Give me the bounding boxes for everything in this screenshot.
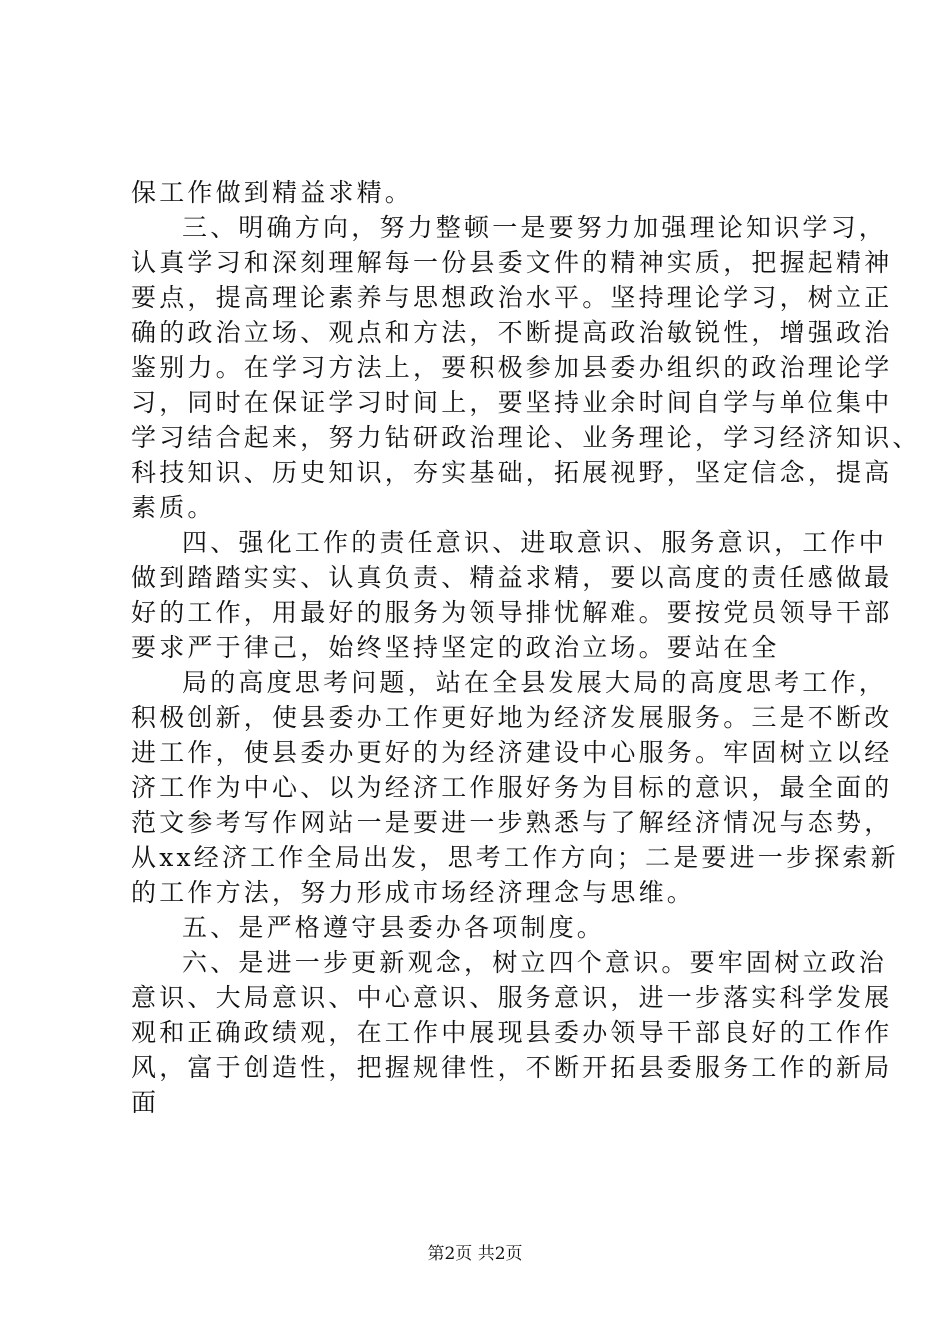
text-line: 要求严于律己，始终坚持坚定的政治立场。要站在全 — [131, 633, 780, 662]
text-line: 做到踏踏实实、认真负责、精益求精，要以高度的责任感做最 — [131, 563, 893, 592]
text-line: 三、明确方向，努力整顿一是要努力加强理论知识学习， — [182, 213, 888, 242]
text-line: 素质。 — [131, 493, 216, 522]
text-line: 确的政治立场、观点和方法，不断提高政治敏锐性，增强政治 — [131, 318, 893, 347]
text-line: 学习结合起来，努力钻研政治理论、业务理论，学习经济知识、 — [131, 423, 921, 452]
text-line: 要点，提高理论素养与思想政治水平。坚持理论学习，树立正 — [131, 283, 893, 312]
text-line: 进工作，使县委办更好的为经济建设中心服务。牢固树立以经 — [131, 738, 893, 767]
text-line: 从xx经济工作全局出发，思考工作方向；二是要进一步探索新 — [131, 843, 899, 872]
text-line: 习，同时在保证学习时间上，要坚持业余时间自学与单位集中 — [131, 388, 893, 417]
text-line: 意识、大局意识、中心意识、服务意识，进一步落实科学发展 — [131, 983, 893, 1012]
text-line: 的工作方法，努力形成市场经济理念与思维。 — [131, 878, 696, 907]
text-line: 科技知识、历史知识，夯实基础，拓展视野，坚定信念，提高 — [131, 458, 893, 487]
text-line: 观和正确政绩观，在工作中展现县委办领导干部良好的工作作 — [131, 1018, 893, 1047]
text-line: 好的工作，用最好的服务为领导排忧解难。要按党员领导干部 — [131, 598, 893, 627]
text-line: 保工作做到精益求精。 — [131, 178, 414, 207]
text-line: 鉴别力。在学习方法上，要积极参加县委办组织的政治理论学 — [131, 353, 893, 382]
text-line: 五、是严格遵守县委办各项制度。 — [182, 913, 606, 942]
text-line: 六、是进一步更新观念，树立四个意识。要牢固树立政治 — [182, 948, 888, 977]
page-footer — [0, 1243, 950, 1265]
text-line: 认真学习和深刻理解每一份县委文件的精神实质，把握起精神 — [131, 248, 893, 277]
text-line: 济工作为中心、以为经济工作服好务为目标的意识，最全面的 — [131, 773, 893, 802]
text-line: 四、强化工作的责任意识、进取意识、服务意识，工作中 — [182, 528, 888, 557]
text-line: 面 — [131, 1088, 160, 1117]
text-line: 局的高度思考问题，站在全县发展大局的高度思考工作， — [182, 668, 888, 697]
text-line: 积极创新，使县委办工作更好地为经济发展服务。三是不断改 — [131, 703, 893, 732]
text-line: 范文参考写作网站一是要进一步熟悉与了解经济情况与态势， — [131, 808, 893, 837]
text-line: 风，富于创造性，把握规律性，不断开拓县委服务工作的新局 — [131, 1053, 893, 1082]
page-number-label: 第2页 共2页 — [427, 1244, 523, 1264]
